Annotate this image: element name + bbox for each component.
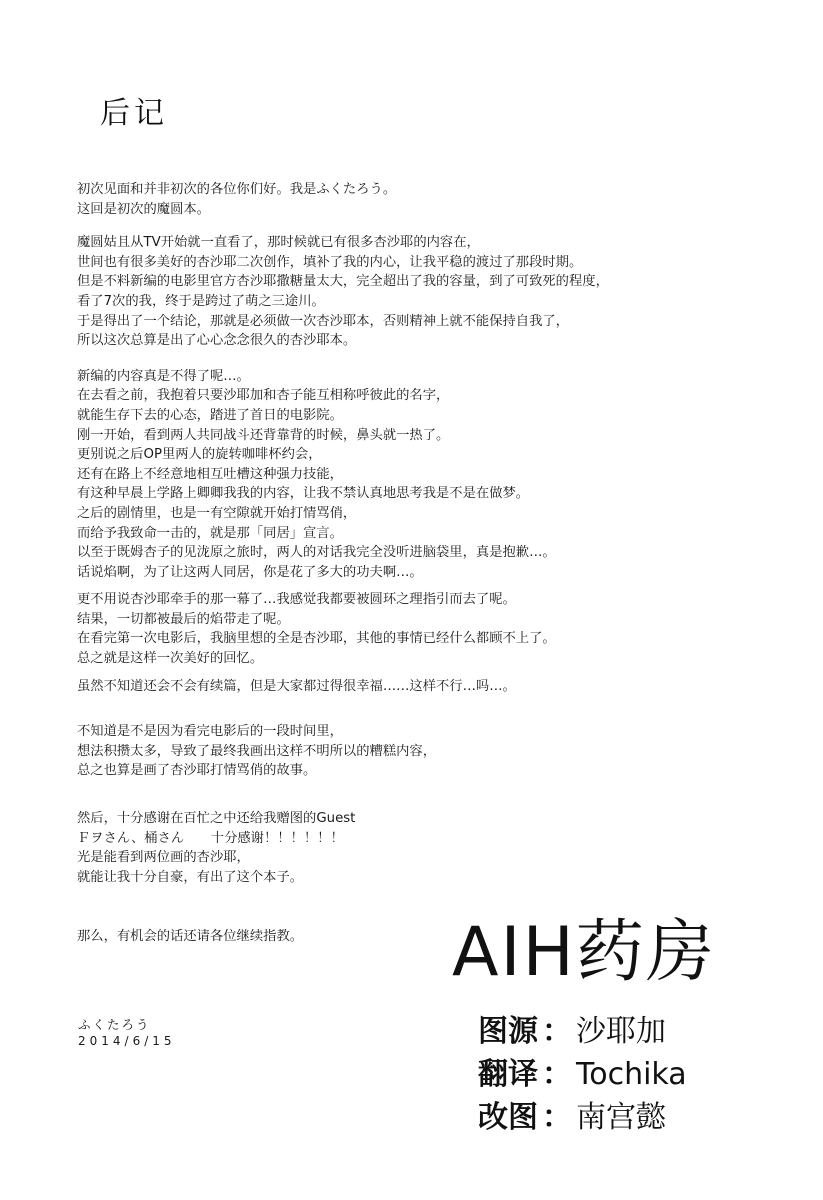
credit-separator: ： — [542, 1100, 572, 1135]
credit-value: 南宫懿 — [576, 1100, 666, 1135]
text-line: 但是不料新编的电影里官方杏沙耶撒糖量太大，完全超出了我的容量，到了可致死的程度， — [77, 274, 609, 290]
text-line: Ｆヲさん、桶さん 十分感谢！！！！！！ — [77, 830, 344, 846]
text-line: 想法积攒太多，导致了最终我画出这样不明所以的糟糕内容， — [77, 743, 437, 759]
text-line: 在看完第一次电影后，我脑里想的全是杏沙耶，其他的事情已经什么都顾不上了。 — [77, 631, 556, 647]
credit-translation — [478, 1053, 687, 1096]
text-line: 之后的剧情里，也是一有空隙就开始打情骂俏， — [77, 505, 357, 521]
text-line: 光是能看到两位画的杏沙耶， — [77, 850, 250, 866]
text-line: 有这种早晨上学路上卿卿我我的内容，让我不禁认真地思考我是不是在做梦。 — [77, 486, 530, 502]
text-line: 魔圆姑且从TV开始就一直看了，那时候就已有很多杏沙耶的内容在， — [77, 235, 480, 251]
paragraph-7 — [77, 809, 737, 887]
text-line: 不知道是不是因为看完电影后的一段时间里， — [77, 724, 343, 740]
credit-label: 翻译 — [478, 1057, 538, 1092]
credit-source — [478, 1010, 687, 1053]
text-line: 总之就是这样一次美好的回忆。 — [77, 651, 264, 667]
signoff — [78, 1016, 176, 1050]
text-line: 于是得出了一个结论，那就是必须做一次杏沙耶本，否则精神上就不能保持自我了， — [77, 313, 569, 329]
text-line: 更不用说杏沙耶牵手的那一幕了…我感觉我都要被圆环之理指引而去了呢。 — [77, 592, 516, 608]
text-line: 所以这次总算是出了心心念念很久的杏沙耶本。 — [77, 333, 357, 349]
credit-label: 图源 — [478, 1014, 538, 1049]
credit-separator: ： — [542, 1057, 572, 1092]
text-line: 就能让我十分自豪，有出了这个本子。 — [77, 869, 304, 885]
text-line: 虽然不知道还会不会有续篇，但是大家都过得很幸福……这样不行…吗…。 — [77, 678, 516, 694]
credit-editing — [478, 1096, 687, 1139]
afterword-body — [77, 180, 737, 959]
text-line: 结果，一切都被最后的焰带走了呢。 — [77, 611, 290, 627]
text-line: 就能生存下去的心态，踏进了首日的电影院。 — [77, 407, 343, 423]
page-title: 后记 — [100, 96, 168, 131]
text-line: 在去看之前，我抱着只要沙耶加和杏子能互相称呼彼此的名字， — [77, 388, 450, 404]
text-line: 新编的内容真是不得了呢…。 — [77, 368, 250, 384]
date: 2014/6/15 — [78, 1034, 176, 1048]
author-name: ふくたろう — [78, 1017, 151, 1032]
text-line: 刚一开始，看到两人共同战斗还背靠背的时候，鼻头就一热了。 — [77, 427, 450, 443]
text-line: 这回是初次的魔圆本。 — [77, 201, 210, 217]
credit-value: 沙耶加 — [576, 1014, 666, 1049]
credit-value: Tochika — [576, 1057, 687, 1092]
credit-label: 改图 — [478, 1100, 538, 1135]
credits — [478, 1010, 687, 1139]
text-line: 世间也有很多美好的杏沙耶二次创作，填补了我的内心，让我平稳的渡过了那段时期。 — [77, 254, 583, 270]
text-line: 话说焰啊，为了让这两人同居，你是花了多大的功夫啊…。 — [77, 564, 423, 580]
text-line: 那么，有机会的话还请各位继续指教。 — [77, 929, 304, 945]
translator-group-logo: AIH药房 — [452, 913, 716, 992]
paragraph-6 — [77, 722, 737, 781]
text-line: 总之也算是画了杏沙耶打情骂俏的故事。 — [77, 763, 317, 779]
paragraph-1 — [77, 180, 737, 219]
text-line: 更别说之后OP里两人的旋转咖啡杯约会， — [77, 447, 322, 463]
credit-separator: ： — [542, 1014, 572, 1049]
paragraph-4 — [77, 590, 737, 668]
text-line: 以至于既姆杏子的见泷原之旅时，两人的对话我完全没听进脑袋里，真是抱歉…。 — [77, 545, 556, 561]
paragraph-5 — [77, 677, 737, 697]
paragraph-2 — [77, 233, 737, 351]
text-line: 初次见面和并非初次的各位你们好。我是ふくたろう。 — [77, 182, 397, 197]
text-line: 然后，十分感谢在百忙之中还给我赠图的Guest — [77, 811, 356, 827]
text-line: 看了7次的我，终于是跨过了萌之三途川。 — [77, 293, 325, 309]
paragraph-3 — [77, 367, 737, 583]
text-line: 而给予我致命一击的，就是那「同居」宣言。 — [77, 525, 343, 541]
text-line: 还有在路上不经意地相互吐槽这种强力技能， — [77, 466, 343, 482]
